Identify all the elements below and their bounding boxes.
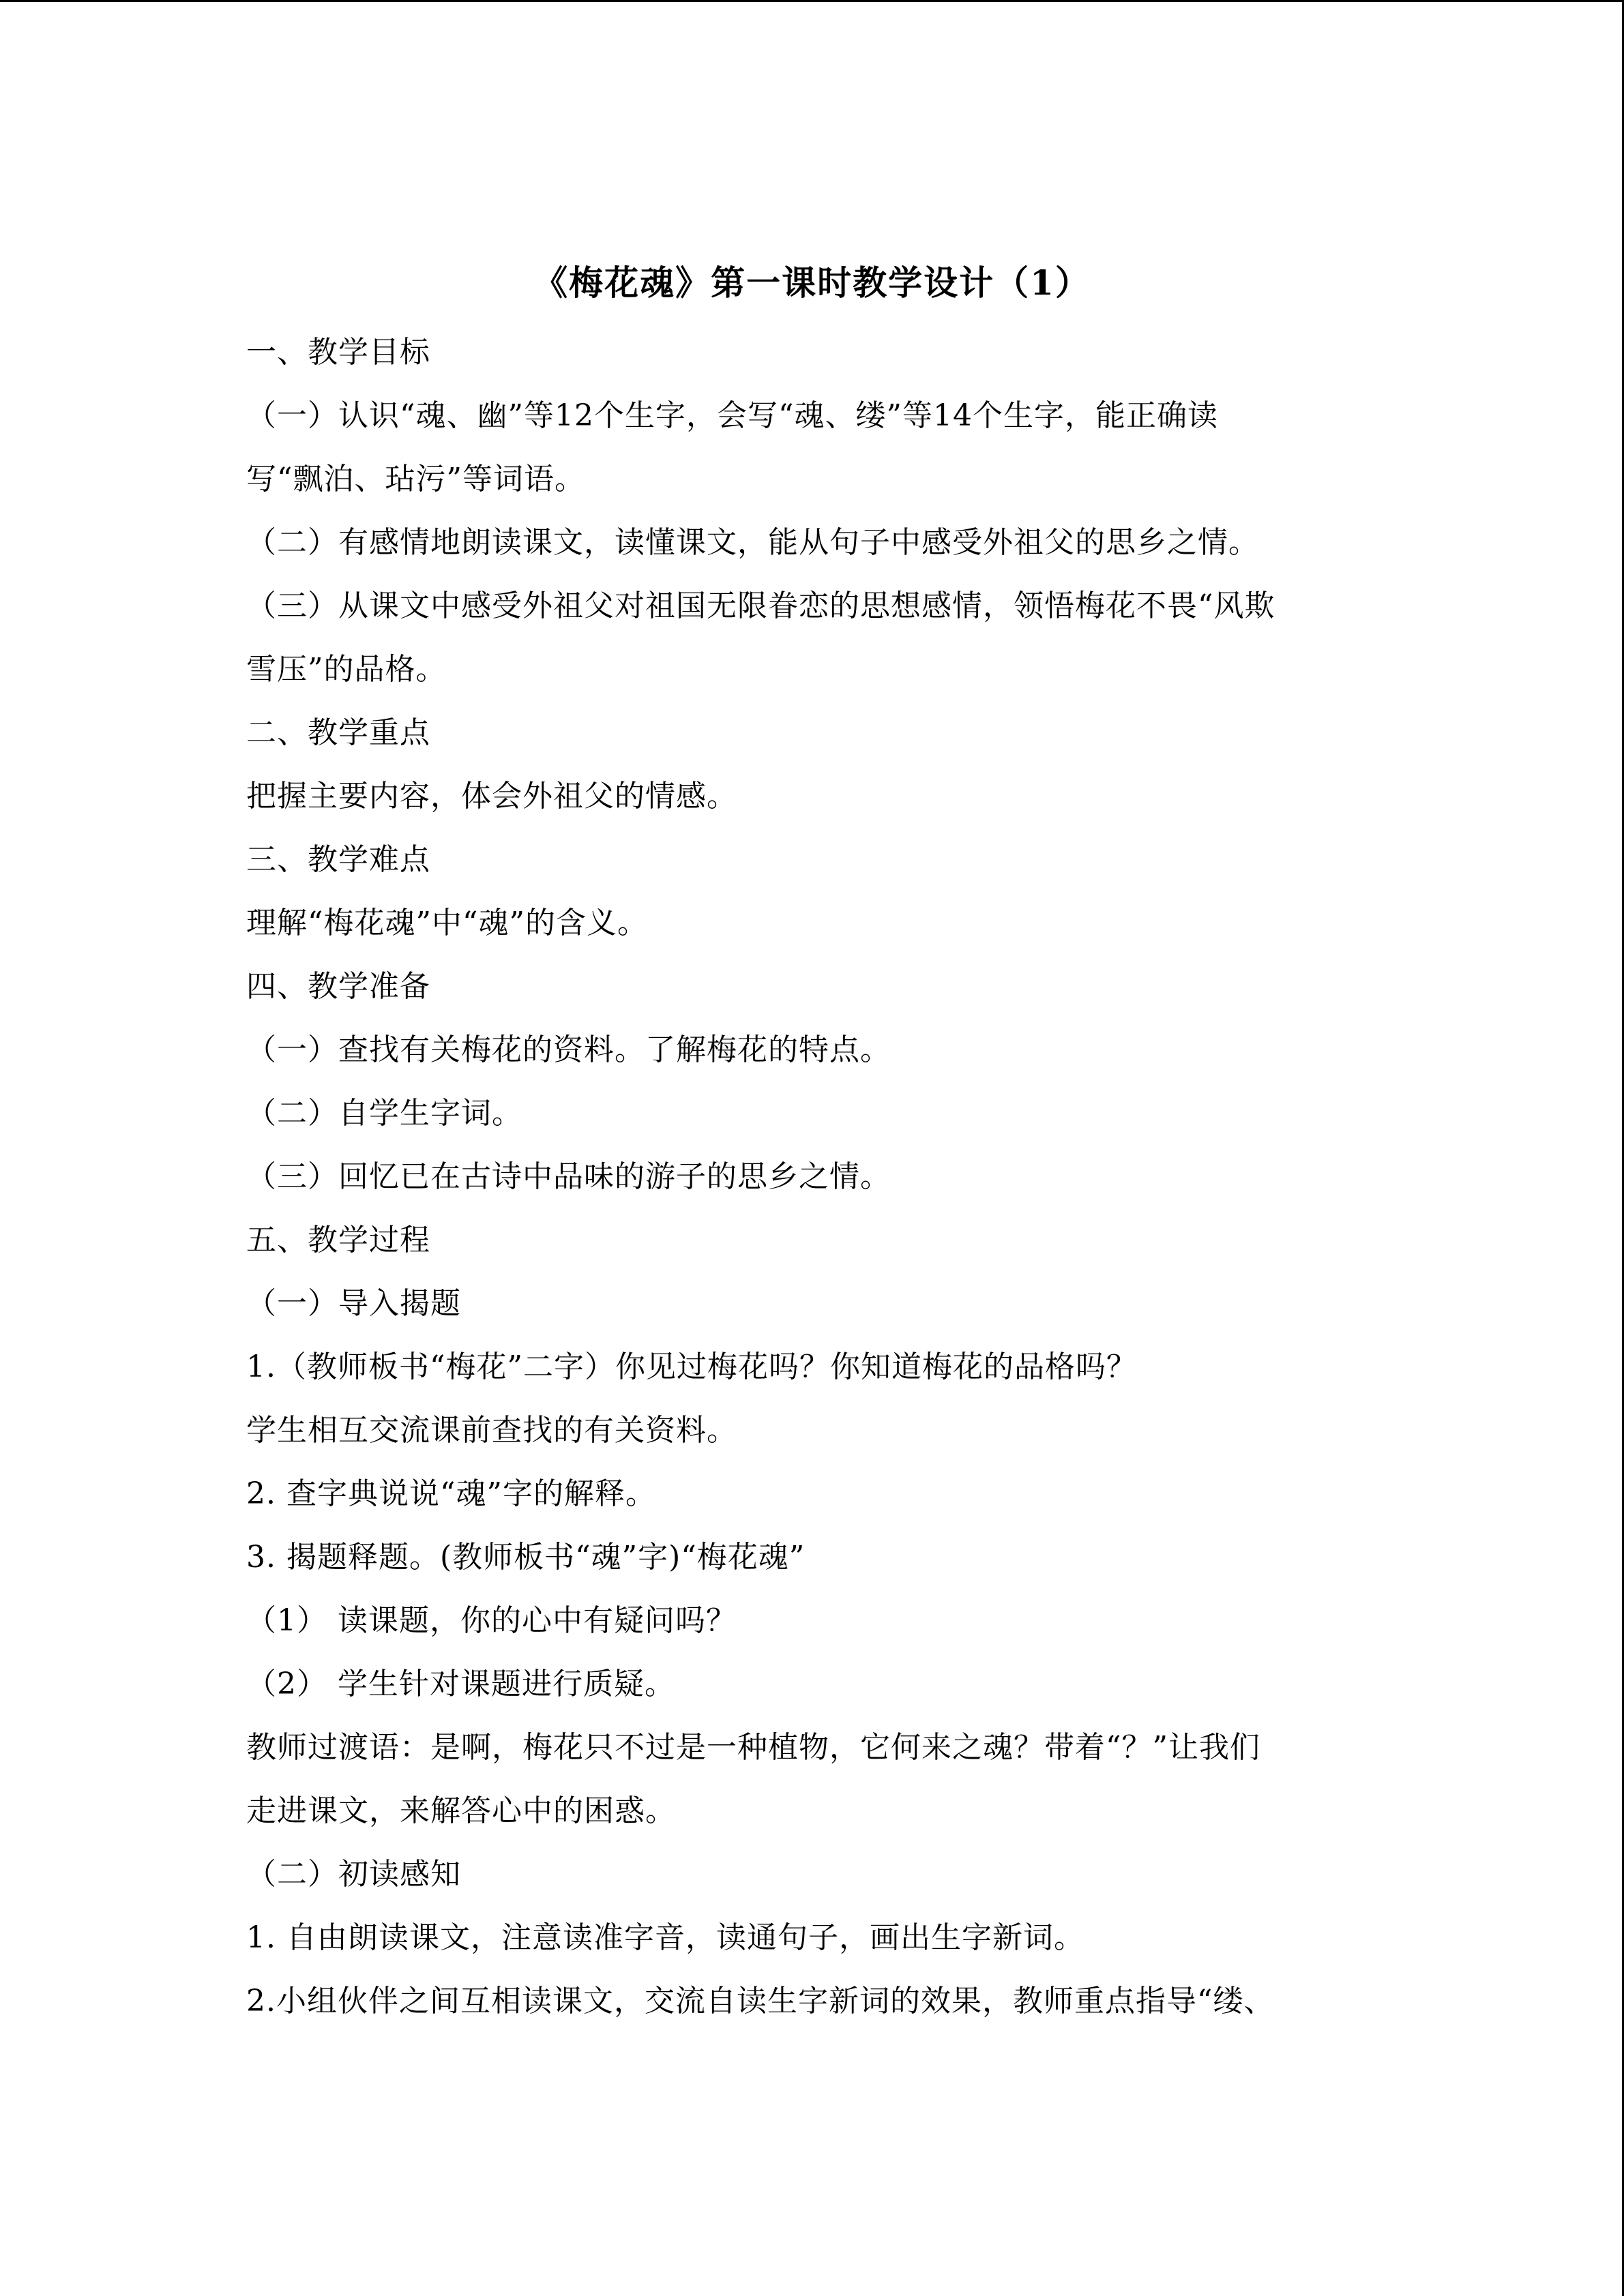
transition-line-1: 教师过渡语：是啊，梅花只不过是一种植物，它何来之魂？带着“？”让我们 — [246, 1730, 1260, 1765]
subheading-intro: （一）导入揭题 — [246, 1286, 461, 1321]
preparation-3: （三）回忆已在古诗中品味的游子的思乡之情。 — [246, 1159, 891, 1194]
document-title: 《梅花魂》第一课时教学设计（1） — [533, 263, 1091, 303]
section-heading-difficulties: 三、教学难点 — [246, 842, 430, 877]
transition-line-2: 走进课文，来解答心中的困惑。 — [246, 1793, 676, 1828]
section-heading-process: 五、教学过程 — [246, 1223, 430, 1257]
difficulties-text: 理解“梅花魂”中“魂”的含义。 — [246, 906, 648, 940]
process-step-1: 1.（教师板书“梅花”二字）你见过梅花吗？你知道梅花的品格吗？ — [246, 1350, 1137, 1384]
process-step-3-sub-1: （1） 读课题，你的心中有疑问吗？ — [246, 1603, 737, 1638]
page-top-border — [0, 0, 1624, 2]
preparation-2: （二）自学生字词。 — [246, 1096, 522, 1131]
objective-3-line-2: 雪压”的品格。 — [246, 652, 447, 687]
preparation-1: （一）查找有关梅花的资料。了解梅花的特点。 — [246, 1032, 891, 1067]
process-step-3-sub-2: （2） 学生针对课题进行质疑。 — [246, 1667, 675, 1701]
process-step-1-note: 学生相互交流课前查找的有关资料。 — [246, 1413, 737, 1448]
reading-step-1: 1. 自由朗读课文，注意读准字音，读通句子，画出生字新词。 — [246, 1920, 1084, 1955]
process-step-2: 2. 查字典说说“魂”字的解释。 — [246, 1476, 656, 1511]
section-heading-key-points: 二、教学重点 — [246, 715, 430, 750]
reading-step-2: 2.小组伙伴之间互相读课文，交流自读生字新词的效果，教师重点指导“缕、 — [246, 1984, 1275, 2018]
objective-1-line-2: 写“飘泊、玷污”等词语。 — [246, 462, 585, 496]
key-points-text: 把握主要内容，体会外祖父的情感。 — [246, 779, 737, 814]
objective-1-line-1: （一）认识“魂、幽”等12个生字，会写“魂、缕”等14个生字，能正确读 — [246, 398, 1218, 433]
process-step-3: 3. 揭题释题。(教师板书“魂”字)“梅花魂” — [246, 1540, 806, 1575]
section-heading-objectives: 一、教学目标 — [246, 335, 430, 370]
subheading-first-reading: （二）初读感知 — [246, 1857, 461, 1892]
objective-2: （二）有感情地朗读课文，读懂课文，能从句子中感受外祖父的思乡之情。 — [246, 525, 1259, 560]
objective-3-line-1: （三）从课文中感受外祖父对祖国无限眷恋的思想感情，领悟梅花不畏“风欺 — [246, 588, 1275, 623]
section-heading-preparation: 四、教学准备 — [246, 969, 430, 1004]
